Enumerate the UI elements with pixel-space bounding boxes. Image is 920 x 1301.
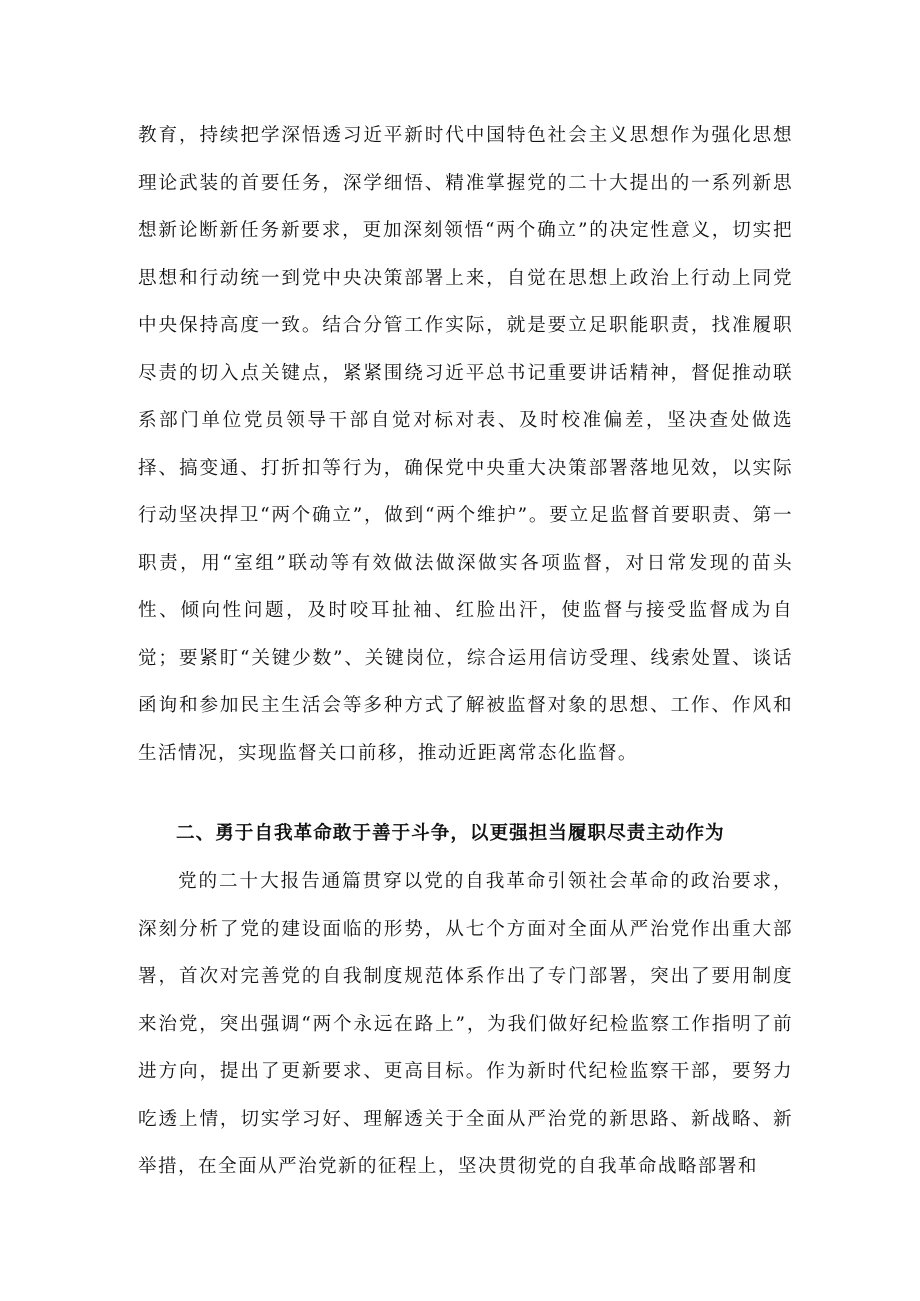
body-paragraph-1: 教育，持续把学深悟透习近平新时代中国特色社会主义思想作为强化思想理论武装的首要任务，深学细悟、精准掌握党的二十大提出的一系列新思想新论断新任务新要求，更加深刻领悟“两个确立”的决定性意义，切实把思想和行动统一到党中央决策部署上来，自觉在思想上政治上行动上同党中央保持高度一致。结合分管工作实际，就是要立足职能职责，找准履职尽责的切入点关键点，紧紧围绕习近平总书记重要讲话精神，督促推动联系部门单位党员领导干部自觉对标对表、及时校准偏差，坚决查处做选择、搞变通、打折扣等行为，确保党中央重大决策部署落地见效，以实际行动坚决捍卫“两个确立”，做到“两个维护”。要立足监督首要职责、第一职责，用“室组”联动等有效做法做深做实各项监督，对日常发现的苗头性、倾向性问题，及时咬耳扯袖、红脸出汗，使监督与接受监督成为自觉；要紧盯“关键少数”、关键岗位，综合运用信访受理、线索处置、谈话函询和参加民主生活会等多种方式了解被监督对象的思想、工作、作风和生活情况，实现监督关口前移，推动近距离常态化监督。 xyxy=(138,125,793,764)
body-paragraph-2: 党的二十大报告通篇贯穿以党的自我革命引领社会革命的政治要求，深刻分析了党的建设面临的形势，从七个方面对全面从严治党作出重大部署，首次对完善党的自我制度规范体系作出了专门部署，突出了要用制度来治党，突出强调“两个永远在路上”，为我们做好纪检监察工作指明了前进方向，提出了更新要求、更高目标。作为新时代纪检监察干部，要努力吃透上情，切实学习好、理解透关于全面从严治党的新思路、新战略、新举措，在全面从严治党新的征程上，坚决贯彻党的自我革命战略部署和 xyxy=(138,871,793,1177)
section-heading: 二、勇于自我革命敢于善于斗争，以更强担当履职尽责主动作为 xyxy=(176,823,725,844)
